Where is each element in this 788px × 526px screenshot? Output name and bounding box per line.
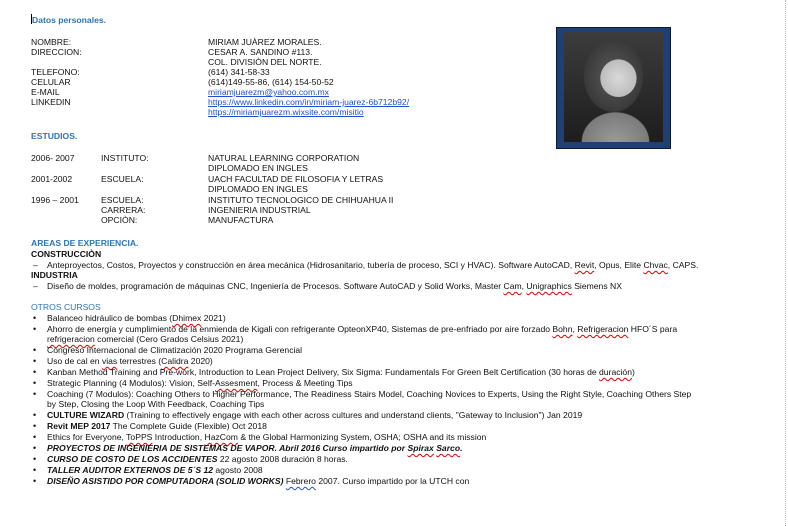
text: Anteproyectos, Costos, Proyectos y construcción en área mecánica (Hidrosanitario, tubería de proceso, SCI y HVAC). Software AutoCAD, xyxy=(47,260,575,270)
course-item xyxy=(47,356,213,367)
text: CURSO DE COSTO DE LOS ACCIDENTES xyxy=(47,454,218,464)
study-years: 2001-2002 xyxy=(31,174,73,184)
text: Assesment xyxy=(214,378,258,388)
label-celular: CELULAR xyxy=(31,77,71,87)
study-label: ESCUELA: xyxy=(101,195,144,205)
experience-group-title: INDUSTRIA xyxy=(31,270,78,280)
text: Febrero xyxy=(285,476,316,486)
text: Refrigeracion xyxy=(577,324,629,334)
text: agosto 2008 xyxy=(213,465,263,475)
value-telefono: (614) 341-58-33 xyxy=(208,67,270,77)
text: Kanban Method Training and Pre-work, Introduction to Lean Project Delivery, Six Sigma: Fundamentals For Green Belt Certification (30 horas de xyxy=(47,367,600,377)
course-item-continuation xyxy=(47,399,264,410)
experience-group-title: CONSTRUCCIÒN xyxy=(31,249,102,259)
experience-item xyxy=(47,260,698,271)
text: , Opus, Elite xyxy=(594,260,644,270)
study-years: 2006- 2007 xyxy=(31,153,75,163)
text: Introduction, xyxy=(152,432,205,442)
text: Cam xyxy=(503,281,522,291)
label-direccion: DIRECCION: xyxy=(31,47,82,57)
text: 22 agosto 2008 duración 8 horas. xyxy=(217,454,348,464)
value-direccion: CESAR A. SANDINO #113. xyxy=(208,47,313,57)
text: 2020) xyxy=(188,356,213,366)
label-email: E-MAIL xyxy=(31,87,60,97)
course-item xyxy=(47,432,486,443)
text: refrigeracion xyxy=(47,334,95,344)
page-margin-edge xyxy=(784,0,786,526)
value-celular: (614)149-55-86, (614) 154-50-52 xyxy=(208,77,334,87)
course-item xyxy=(47,345,302,356)
text: comercial (Cero Grados Celsius 2021) xyxy=(94,334,244,344)
text: TALLER AUDITOR EXTERNOS DE 5´S 12 xyxy=(47,465,214,475)
heading-areas-experiencia: AREAS DE EXPERIENCIA. xyxy=(31,238,139,248)
label-linkedin: LINKEDIN xyxy=(31,97,71,107)
study-value: MANUFACTURA xyxy=(208,215,274,225)
study-value: DIPLOMADO EN INGLES xyxy=(208,184,308,194)
text: & the Global Harmonizing System, OSHA; OSHA and its mission xyxy=(237,432,487,442)
study-label: ESCUELA: xyxy=(101,174,144,184)
text: 2007. Curso impartido por la UTCH con xyxy=(315,476,470,486)
photo-image xyxy=(564,32,663,142)
text: . xyxy=(460,443,463,453)
course-item xyxy=(47,454,348,465)
heading-datos-personales xyxy=(31,14,106,26)
text: Strategic Planning (4 Modulos): Vision, Self- xyxy=(47,378,215,388)
label-nombre: NOMBRE: xyxy=(31,37,72,47)
text: Sarco xyxy=(436,443,461,453)
text: by Step, Closing the Loop With Feedback, Coaching Tips xyxy=(47,399,265,409)
text: Revit xyxy=(574,260,595,270)
experience-item xyxy=(47,281,622,292)
study-label: OPCIÒN: xyxy=(101,215,138,225)
text: duración xyxy=(599,367,632,377)
text: Siemens NX xyxy=(571,281,622,291)
text: Uso de cal en xyxy=(47,356,102,366)
text: Congreso Internacional de Climatización 2020 Programa Gerencial xyxy=(47,345,303,355)
text: Bohn xyxy=(552,324,573,334)
value-nombre: MIRIAM JUÀREZ MORALES. xyxy=(208,37,322,47)
text: Unigraphics xyxy=(526,281,572,291)
text: Diseño de moldes, programación de máquinas CNC, Ingeniería de Procesos. Software AutoCAD y Solid Works, Master xyxy=(47,281,504,291)
text: PROYECTOS DE INGENIERIA DE SISTEMAS DE VAPOR. Abril 2016 Curso impartido por xyxy=(47,443,408,453)
profile-photo xyxy=(556,27,671,149)
text: Chvac xyxy=(643,260,668,270)
course-item xyxy=(47,410,582,421)
course-item xyxy=(47,421,267,432)
text: , xyxy=(521,281,527,291)
value-colonia: COL. DIVISIÒN DEL NORTE. xyxy=(208,57,322,67)
text: DISEÑO ASISTIDO POR COMPUTADORA (SOLID WORKS) xyxy=(47,476,286,486)
text: Coaching (7 Modulos): Coaching Others to Higher Performance, The Readiness Stairs Model, Coaching Novices to Experts, Using the Right Style, Coaching Others Step xyxy=(47,389,692,399)
study-years: 1996 – 2001 xyxy=(31,195,79,205)
heading-estudios: ESTUDIOS. xyxy=(31,131,78,141)
text: Revit MEP 2017 xyxy=(47,421,111,431)
text: terrestres ( xyxy=(117,356,162,366)
text: (Training to effectively engage with each other across cultures and understand clients, "Gateway to Inclusion") Jan 2019 xyxy=(124,410,583,420)
course-item-continuation xyxy=(47,334,243,345)
study-label: CARRERA: xyxy=(101,205,146,215)
text: HazCom xyxy=(204,432,238,442)
text: HFO´S para xyxy=(628,324,678,334)
text: Ethics for Everyone, xyxy=(47,432,127,442)
text: , xyxy=(572,324,578,334)
label-telefono: TELEFONO: xyxy=(31,67,80,77)
text: , CAPS. xyxy=(667,260,699,270)
study-value: UACH FACULTAD DE FILOSOFIA Y LETRAS xyxy=(208,174,384,184)
text: The Complete Guide (Flexible) Oct 2018 xyxy=(110,421,267,431)
study-value: NATURAL LEARNING CORPORATION xyxy=(208,153,360,163)
study-value: INSTITUTO TECNOLOGICO DE CHIHUAHUA II xyxy=(208,195,394,205)
text: ToPPS xyxy=(126,432,153,442)
text: ) xyxy=(632,367,635,377)
text: Dhimex xyxy=(172,313,202,323)
course-item xyxy=(47,367,635,378)
linkedin-link[interactable]: https://www.linkedin.com/in/miriam-juarez-6b712b92/ xyxy=(208,97,410,107)
course-item xyxy=(47,443,462,454)
text: CULTURE WIZARD xyxy=(47,410,125,420)
text: 2021) xyxy=(201,313,226,323)
course-item xyxy=(47,378,353,389)
heading-text: Datos personales. xyxy=(32,15,107,25)
text: Spirax xyxy=(407,443,434,453)
text: Balanceo hidráulico de bombas ( xyxy=(47,313,173,323)
course-item xyxy=(47,465,263,476)
course-item xyxy=(47,313,226,324)
course-item xyxy=(47,476,469,487)
heading-otros-cursos: OTROS CURSOS xyxy=(31,302,101,312)
text: Ahorro de energía y cumplimiento de la enmienda de Kigali con refrigerante OpteonXP40, Sistemas de pre-enfriado por aire forzado xyxy=(47,324,553,334)
text: , Process & Meeting Tips xyxy=(257,378,353,388)
website-link[interactable]: https://miriamjuarezm.wixsite.com/misitio xyxy=(208,107,364,117)
study-value: INGENIERIA INDUSTRIAL xyxy=(208,205,311,215)
study-label: INSTITUTO: xyxy=(101,153,149,163)
email-link[interactable]: miriamjuarezm@yahoo.com.mx xyxy=(208,87,329,97)
study-value: DIPLOMADO EN INGLES xyxy=(208,163,308,173)
text: vias xyxy=(101,356,118,366)
text: Calidra xyxy=(161,356,189,366)
